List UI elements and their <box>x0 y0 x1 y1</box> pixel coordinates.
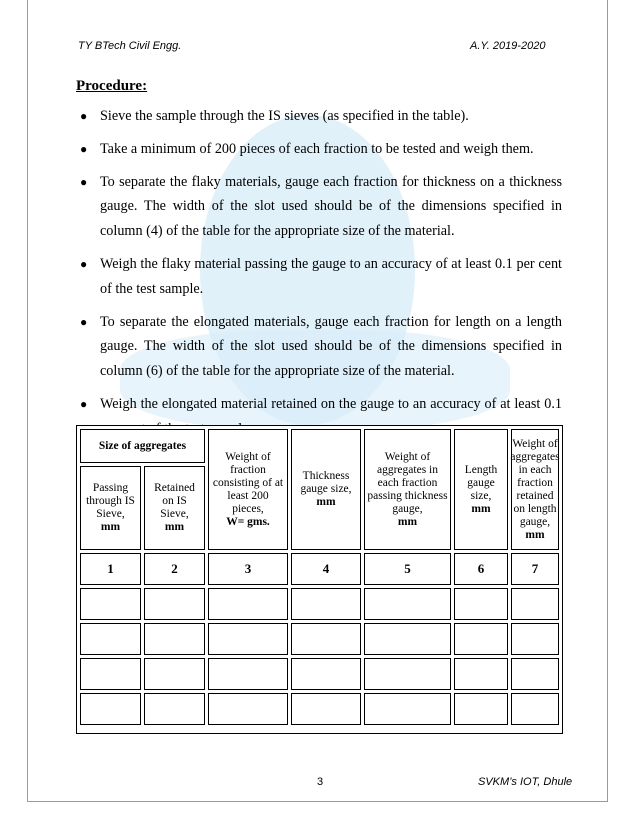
bullet-icon: ● <box>80 256 88 271</box>
table-cell <box>511 623 559 655</box>
table-cell <box>364 588 451 620</box>
table-cell <box>454 658 508 690</box>
header-year: A.Y. 2019-2020 <box>470 40 546 52</box>
table-cell <box>208 658 288 690</box>
table-cell <box>80 693 141 725</box>
procedure-step: ● To separate the flaky materials, gauge each fraction for thickness on a thickness gauge. The width of the slot used should be of the dimensions specified in column (4) of the table for the appropriate size of the material. <box>76 170 562 244</box>
table-cell <box>144 693 205 725</box>
table-cell <box>511 588 559 620</box>
table-cell <box>364 623 451 655</box>
table-cell <box>208 623 288 655</box>
table-cell <box>144 658 205 690</box>
table-cell <box>454 693 508 725</box>
table-cell <box>291 588 361 620</box>
bullet-icon: ● <box>80 141 88 156</box>
table-cell <box>208 693 288 725</box>
section-title: Procedure: <box>76 78 148 94</box>
procedure-step: ● Take a minimum of 200 pieces of each fraction to be tested and weigh them. <box>76 137 562 162</box>
table-cell <box>144 623 205 655</box>
page-number: 3 <box>317 776 324 788</box>
weight-retained-length-header: Weight of aggregates in each fraction retained on length gauge, mm <box>511 429 559 550</box>
bullet-icon: ● <box>80 396 88 411</box>
results-table <box>76 425 563 734</box>
header-course: TY BTech Civil Engg. <box>78 40 182 52</box>
table-cell <box>364 658 451 690</box>
procedure-step: ● To separate the elongated materials, gauge each fraction for length on a length gauge. The width of the slot used should be of the dimensions specified in column (6) of the table for the appropriate size of the material. <box>76 310 562 384</box>
table-cell <box>454 623 508 655</box>
procedure-step: ● Sieve the sample through the IS sieves (as specified in the table). <box>76 104 562 129</box>
bullet-icon: ● <box>80 109 88 123</box>
column-number: 1 <box>80 553 141 585</box>
table-cell <box>291 693 361 725</box>
procedure-step: ● Weigh the elongated material retained on the gauge to an accuracy of at least 0.1 <box>76 392 562 442</box>
table-cell <box>144 588 205 620</box>
column-number: 7 <box>511 553 559 585</box>
table-cell <box>454 588 508 620</box>
thickness-gauge-header: Thickness gauge size, mm <box>291 429 361 550</box>
retained-sieve-header: Retained on IS Sieve, mm <box>144 466 205 550</box>
table-cell <box>511 658 559 690</box>
weight-fraction-header: Weight of fraction consisting of at least 200 pieces, W= gms. <box>208 429 288 550</box>
table-cell <box>511 693 559 725</box>
table-cell <box>364 693 451 725</box>
table-cell <box>208 588 288 620</box>
weight-passing-thickness-header: Weight of aggregates in each fraction passing thickness gauge, mm <box>364 429 451 550</box>
table-cell <box>291 658 361 690</box>
table-cell <box>80 623 141 655</box>
footer-institute: SVKM’s IOT, Dhule <box>478 776 573 788</box>
table-cell <box>80 658 141 690</box>
procedure-step: ● Weigh the flaky material passing the gauge to an accuracy of at least 0.1 per cent of the test sample. <box>76 252 562 302</box>
column-number: 2 <box>144 553 205 585</box>
table-cell <box>291 623 361 655</box>
procedure-list <box>76 104 562 450</box>
column-number: 6 <box>454 553 508 585</box>
length-gauge-header: Length gauge size, mm <box>454 429 508 550</box>
bullet-icon: ● <box>80 314 88 329</box>
size-of-aggregates-header: Size of aggregates <box>80 429 205 463</box>
column-number: 5 <box>364 553 451 585</box>
bullet-icon: ● <box>80 174 88 189</box>
passing-sieve-header: Passing through IS Sieve, mm <box>80 466 141 550</box>
column-number: 3 <box>208 553 288 585</box>
table-cell <box>80 588 141 620</box>
column-number: 4 <box>291 553 361 585</box>
